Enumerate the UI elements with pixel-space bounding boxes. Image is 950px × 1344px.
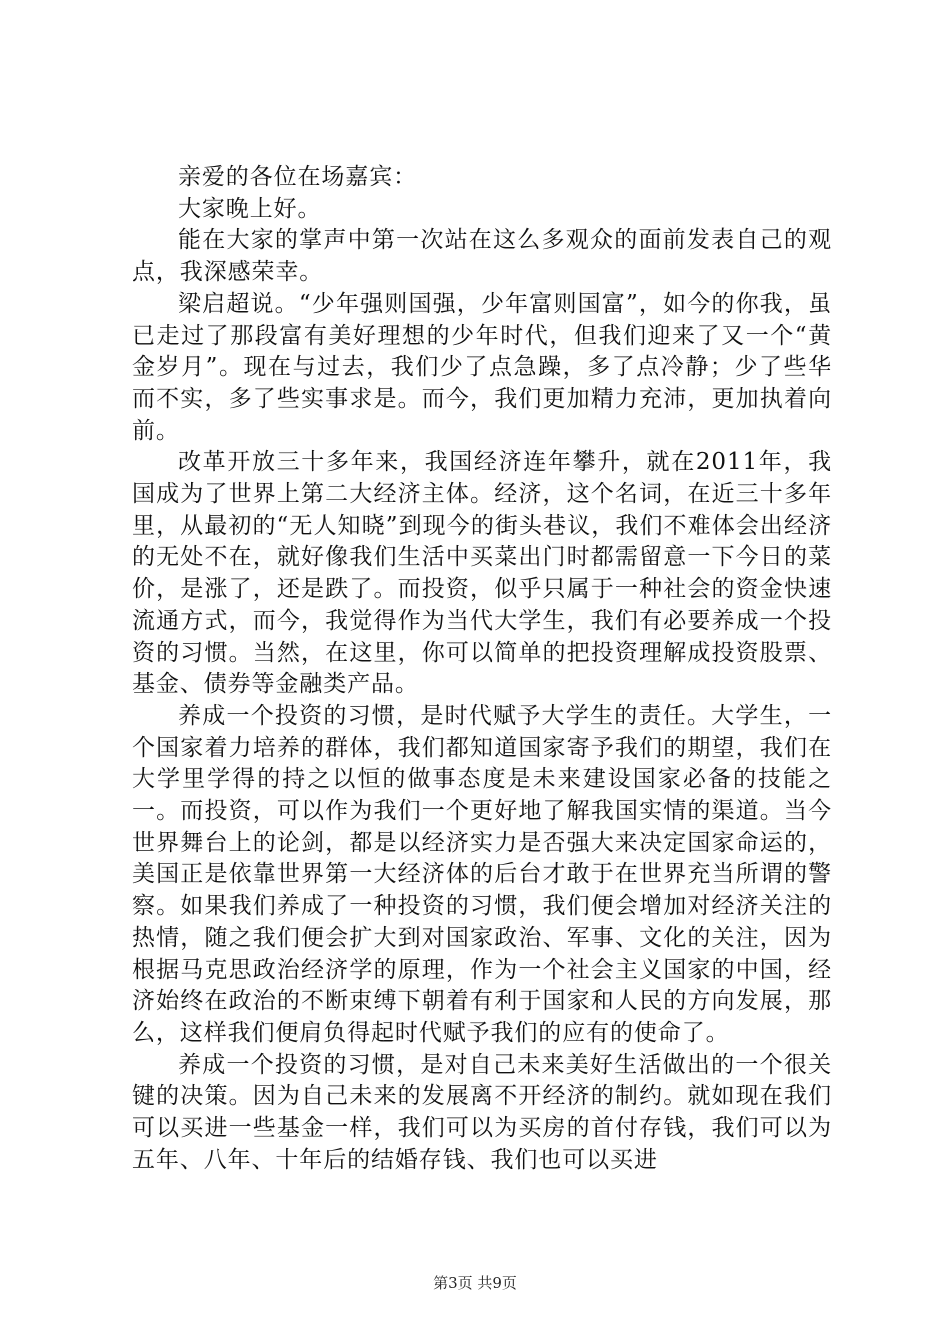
salutation-paragraph: 大家晚上好。 (178, 195, 322, 222)
body-paragraph: 养成一个投资的习惯，是对自己未来美好生活做出的一个很关键的决策。因为自己未来的发展离不开经济的制约。就如现在我们可以买进一些基金一样，我们可以为买房的首付存钱，我们可以为五年、八年、十年后的结婚存钱、我们也可以买进 (132, 1051, 832, 1173)
body-paragraph: 改革开放三十多年来，我国经济连年攀升，就在2011年，我国成为了世界上第二大经济主体。经济，这个名词，在近三十多年里，从最初的“无人知晓”到现今的街头巷议，我们不难体会出经济的无处不在，就好像我们生活中买菜出门时都需留意一下今日的菜价，是涨了，还是跌了。而投资，似乎只属于一种社会的资金快速流通方式，而今，我觉得作为当代大学生，我们有必要养成一个投资的习惯。当然，在这里，你可以简单的把投资理解成投资股票、基金、债券等金融类产品。 (132, 449, 832, 698)
greeting-paragraph: 亲爱的各位在场嘉宾： (178, 164, 417, 190)
body-paragraph: 梁启超说。“少年强则国强，少年富则国富”，如今的你我，虽已走过了那段富有美好理想的少年时代，但我们迎来了又一个“黄金岁月”。现在与过去，我们少了点急躁，多了点冷静；少了些华而不实，多了些实事求是。而今，我们更加精力充沛，更加执着向前。 (132, 290, 832, 444)
page-number-footer: 第3页 共9页 (433, 1274, 517, 1292)
opening-paragraph: 能在大家的掌声中第一次站在这么多观众的面前发表自己的观点，我深感荣幸。 (132, 227, 832, 286)
body-paragraph: 养成一个投资的习惯，是时代赋予大学生的责任。大学生，一个国家着力培养的群体，我们都知道国家寄予我们的期望，我们在大学里学得的持之以恒的做事态度是未来建设国家必备的技能之一。而投资，可以作为我们一个更好地了解我国实情的渠道。当今世界舞台上的论剑，都是以经济实力是否强大来决定国家命运的，美国正是依靠世界第一大经济体的后台才敢于在世界充当所谓的警察。如果我们养成了一种投资的习惯，我们便会增加对经济关注的热情，随之我们便会扩大到对国家政治、军事、文化的关注，因为根据马克思政治经济学的原理，作为一个社会主义国家的中国，经济始终在政治的不断束缚下朝着有利于国家和人民的方向发展，那么，这样我们便肩负得起时代赋予我们的应有的使命了。 (132, 702, 832, 1046)
page-body (132, 162, 832, 1177)
